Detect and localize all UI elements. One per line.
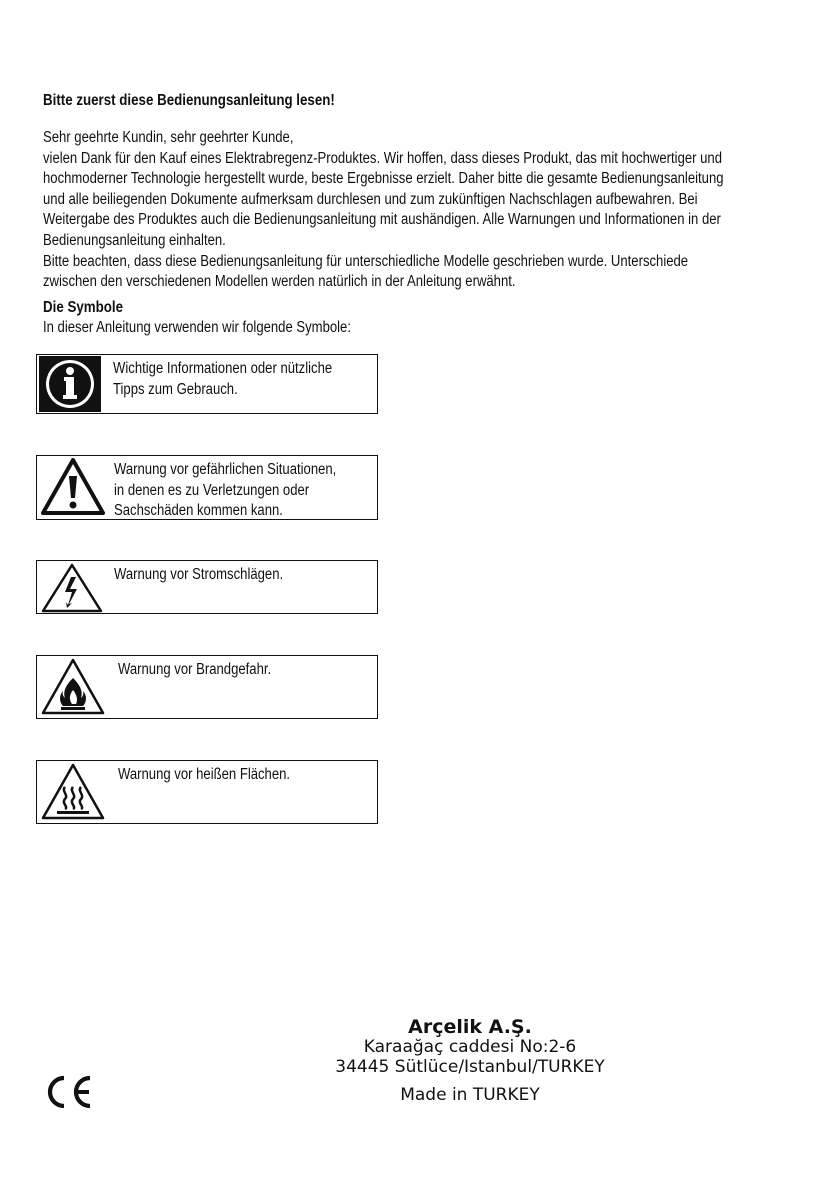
address-line2: 34445 Sütlüce/Istanbul/TURKEY bbox=[335, 1057, 605, 1077]
intro-line: vielen Dank für den Kauf eines Elektrabregenz-Produktes. Wir hoffen, dass dieses Produkt, das mit hochwertiger und bbox=[43, 149, 723, 167]
intro-line: Sehr geehrte Kundin, sehr geehrter Kunde, bbox=[43, 129, 294, 146]
ce-mark-icon bbox=[42, 1075, 94, 1114]
symbol-text bbox=[113, 359, 332, 400]
intro-line: hochmoderner Technologie hergestellt wurde, beste Ergebnisse erzielt. Daher bitte die gesamte Bedienungsanleitung bbox=[43, 170, 724, 188]
symbol-text bbox=[118, 765, 290, 786]
intro-line: und alle beiliegenden Dokumente aufmerksam durchlesen und zum zukünftigen Nachschlagen aufbewahren. Bei bbox=[43, 190, 698, 208]
fire-warning-icon bbox=[41, 658, 105, 721]
symbol-line: Wichtige Informationen oder nützliche bbox=[113, 360, 333, 377]
intro-paragraph bbox=[43, 128, 787, 293]
intro-line: Bedienungsanleitung einhalten. bbox=[43, 231, 226, 249]
intro-line: Weitergabe des Produktes auch die Bedienungsanleitung mit aushändigen. Alle Warnungen und Informationen in der bbox=[43, 211, 721, 229]
symbol-text bbox=[118, 660, 271, 681]
page-heading: Bitte zuerst diese Bedienungsanleitung lesen! bbox=[43, 92, 335, 109]
intro-line: Bitte beachten, dass diese Bedienungsanleitung für unterschiedliche Modelle geschrieben wurde. Unterschiede bbox=[43, 252, 689, 270]
symbol-line: Warnung vor Brandgefahr. bbox=[118, 661, 272, 678]
symbols-intro: In dieser Anleitung verwenden wir folgende Symbole: bbox=[43, 319, 351, 336]
address-line1: Karaağaç caddesi No:2-6 bbox=[363, 1037, 577, 1057]
symbol-box-info bbox=[36, 354, 378, 414]
symbol-line: in denen es zu Verletzungen oder bbox=[114, 481, 310, 499]
hot-surface-warning-icon bbox=[41, 763, 105, 826]
symbol-line: Warnung vor Stromschlägen. bbox=[114, 566, 284, 583]
made-in: Made in TURKEY bbox=[400, 1085, 540, 1105]
exclamation-warning-icon bbox=[41, 458, 105, 521]
symbol-box-fire bbox=[36, 655, 378, 719]
symbol-box-hot-surface bbox=[36, 760, 378, 824]
symbol-text bbox=[114, 460, 336, 522]
symbol-text bbox=[114, 565, 283, 586]
info-icon bbox=[39, 356, 101, 417]
symbol-line: Warnung vor heißen Flächen. bbox=[118, 766, 291, 783]
symbol-line: Tipps zum Gebrauch. bbox=[113, 380, 238, 398]
symbol-line: Warnung vor gefährlichen Situationen, bbox=[114, 461, 337, 478]
symbol-box-warning bbox=[36, 455, 378, 520]
symbol-box-electric bbox=[36, 560, 378, 614]
symbol-line: Sachschäden kommen kann. bbox=[114, 502, 283, 519]
symbols-heading: Die Symbole bbox=[43, 299, 124, 316]
intro-line: zwischen den verschiedenen Modellen werden natürlich in der Anleitung erwähnt. bbox=[43, 273, 516, 291]
electric-shock-warning-icon bbox=[41, 563, 103, 618]
company-name: Arçelik A.Ş. bbox=[408, 1016, 532, 1038]
